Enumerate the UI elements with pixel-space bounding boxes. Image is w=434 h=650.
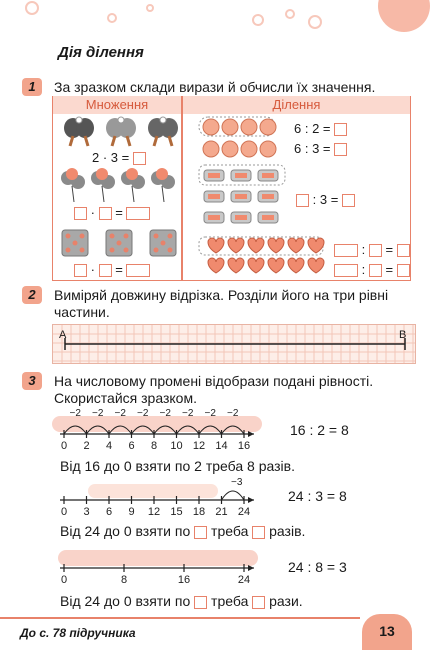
column-header-multiplication: Множення <box>53 96 181 114</box>
division-expression: 6 : 3 = <box>294 141 331 156</box>
point-b-label: B <box>399 329 407 341</box>
jump-label: −2 <box>159 408 171 419</box>
equals-sign: = <box>385 262 394 277</box>
ping-pong-paddles-image <box>58 116 178 153</box>
jump-label: −2 <box>92 408 104 419</box>
tick-label: 3 <box>83 506 90 518</box>
division-expression: 6 : 2 = <box>294 121 331 136</box>
hearts-image <box>198 236 326 283</box>
column-header-division: Ділення <box>183 96 410 114</box>
tick-label: 4 <box>105 440 113 452</box>
colon-sign: : <box>361 242 366 257</box>
jump-label: −2 <box>182 408 194 419</box>
jump-label: −2 <box>114 408 126 419</box>
number-line-1 <box>50 404 270 454</box>
answer-box[interactable] <box>194 596 207 609</box>
tick-label: 16 <box>177 574 191 586</box>
tick-label: 14 <box>215 440 228 452</box>
tick-label: 0 <box>60 574 68 586</box>
tick-label: 10 <box>170 440 183 452</box>
colon-sign: : <box>361 262 366 277</box>
jump-arc <box>222 426 245 434</box>
tick-label: 12 <box>147 506 161 518</box>
equals-sign: = <box>115 205 123 220</box>
division-row-4a <box>334 242 410 257</box>
sentence-1: Від 16 до 0 взяти по 2 треба 8 разів. <box>60 458 295 474</box>
answer-box[interactable] <box>194 526 207 539</box>
section-title: Дія ділення <box>58 44 144 61</box>
jump-arc <box>154 426 177 434</box>
arrow-head <box>248 497 254 503</box>
answer-box[interactable] <box>252 596 265 609</box>
answer-box[interactable] <box>369 244 382 257</box>
tick-label: 0 <box>60 506 68 518</box>
answer-box[interactable] <box>99 207 112 220</box>
task-2-number: 2 <box>22 286 42 304</box>
answer-box[interactable] <box>397 244 410 257</box>
task-3-number: 3 <box>22 372 42 390</box>
number-line-3 <box>50 550 270 590</box>
answer-box[interactable] <box>126 264 150 277</box>
sentence-2-row <box>60 523 305 540</box>
dot-sign: · <box>90 262 95 277</box>
tick-label: 2 <box>83 440 90 452</box>
tick-label: 6 <box>128 440 135 452</box>
tick-label: 8 <box>120 574 128 586</box>
answer-box[interactable] <box>334 264 358 277</box>
jump-arc <box>222 491 245 500</box>
measuring-grid <box>52 324 416 364</box>
jump-arc <box>132 426 155 434</box>
answer-box[interactable] <box>397 264 410 277</box>
soap-bars-image <box>198 164 288 237</box>
equation-1: 16 : 2 = 8 <box>290 422 349 438</box>
jump-arc <box>87 426 110 434</box>
answer-box[interactable] <box>334 244 358 257</box>
answer-box[interactable] <box>334 123 347 136</box>
point-a-label: A <box>59 329 67 341</box>
jump-label: −2 <box>69 408 81 419</box>
answer-box[interactable] <box>74 264 87 277</box>
tick-label: 8 <box>150 440 158 452</box>
jump-label: −2 <box>227 408 239 419</box>
arrow-head <box>248 565 254 571</box>
sentence-2-part-1: Від 24 до 0 взяти по <box>60 523 191 539</box>
sentence-3-row <box>60 593 303 610</box>
balloons-image <box>58 168 182 209</box>
task-1-number: 1 <box>22 78 42 96</box>
task-2-instruction: Виміряй довжину відрізка. Розділи його на три рівні частини. <box>54 287 389 320</box>
tick-label: 18 <box>192 506 206 518</box>
answer-box[interactable] <box>296 194 309 207</box>
tick-label: 24 <box>237 574 251 586</box>
sentence-2-part-2: треба <box>211 523 249 539</box>
tick-label: 0 <box>60 440 68 452</box>
equation-3: 24 : 8 = 3 <box>288 559 347 575</box>
decor-circles <box>0 0 434 40</box>
tick-label: 6 <box>105 506 113 518</box>
jump-arc <box>177 426 200 434</box>
tick-label: 9 <box>128 506 135 518</box>
segment-ab <box>53 325 415 363</box>
arrow-head <box>248 431 254 437</box>
division-expression: : 3 = <box>312 192 339 207</box>
tick-label: 12 <box>192 440 206 452</box>
answer-box[interactable] <box>334 143 347 156</box>
multiplication-row-3 <box>74 262 150 277</box>
basketballs-image <box>198 116 278 165</box>
jump-arc <box>109 426 132 434</box>
multiplication-sample-row <box>92 150 146 165</box>
tick-label: 16 <box>237 440 251 452</box>
footer-line <box>0 617 360 619</box>
answer-box[interactable] <box>369 264 382 277</box>
answer-box[interactable] <box>74 207 87 220</box>
sentence-3-part-1: Від 24 до 0 взяти по <box>60 593 191 609</box>
division-sample-1 <box>294 121 347 136</box>
answer-box[interactable] <box>126 207 150 220</box>
division-row-3 <box>296 192 355 207</box>
dot-sign: · <box>90 205 95 220</box>
task-3-instruction: На числовому промені відобрази подані рівності. Скористайся зразком. <box>54 373 374 406</box>
answer-box[interactable] <box>252 526 265 539</box>
sentence-3-part-3: рази. <box>269 593 303 609</box>
jump-arc <box>64 426 87 434</box>
multiplication-sample-expression: 2 · 3 = <box>92 150 130 165</box>
sentence-2-part-3: разів. <box>269 523 306 539</box>
jump-label: −2 <box>204 408 216 419</box>
division-row-4b <box>334 262 410 277</box>
multiplication-row-2 <box>74 205 150 220</box>
jump-label: −2 <box>137 408 149 419</box>
answer-box[interactable] <box>342 194 355 207</box>
equals-sign: = <box>385 242 394 257</box>
page-number: 13 <box>362 614 412 650</box>
tick-label: 21 <box>215 506 228 518</box>
sentence-3-part-2: треба <box>211 593 249 609</box>
tick-label: 15 <box>170 506 183 518</box>
division-sample-2 <box>294 141 347 156</box>
answer-box[interactable] <box>99 264 112 277</box>
answer-box[interactable] <box>133 152 146 165</box>
equation-2: 24 : 3 = 8 <box>288 488 347 504</box>
task-1-instruction: За зразком склади вирази й обчисли їх значення. <box>54 79 376 95</box>
tick-label: 24 <box>237 506 251 518</box>
dice-image <box>60 228 180 263</box>
jump-arc <box>199 426 222 434</box>
equals-sign: = <box>115 262 123 277</box>
number-line-2 <box>50 476 270 522</box>
footer-note: До с. 78 підручника <box>20 626 136 640</box>
jump-label: −3 <box>231 477 243 488</box>
